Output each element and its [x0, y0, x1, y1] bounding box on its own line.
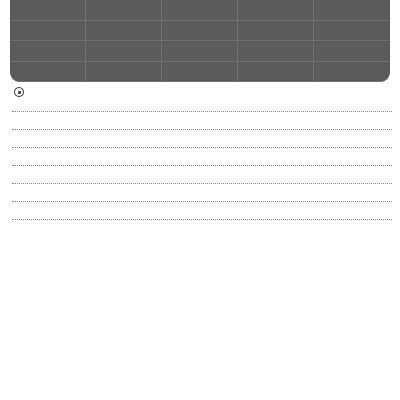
- grid-cell: [238, 41, 314, 62]
- grid-cell: [314, 62, 390, 83]
- grid-cell: [162, 62, 238, 83]
- grid-cell: [162, 0, 238, 21]
- list-item: [12, 116, 392, 134]
- grid-cell: [162, 41, 238, 62]
- grid-cell: [314, 41, 390, 62]
- grid-cell: [238, 62, 314, 83]
- list-item: [12, 152, 392, 170]
- list-item: [12, 188, 392, 206]
- term-row: [12, 116, 392, 130]
- grid-cell: [314, 21, 390, 42]
- list-item: [12, 170, 392, 188]
- list-item: [12, 98, 392, 116]
- grid-cell: [238, 21, 314, 42]
- list-item: [12, 206, 392, 221]
- grid-cell: [238, 0, 314, 21]
- grid-cell: [10, 21, 86, 42]
- entry-list: [12, 98, 392, 221]
- term-row: [12, 170, 392, 184]
- grid-cell: [86, 0, 162, 21]
- grid-cell: [86, 41, 162, 62]
- list-item: [12, 134, 392, 152]
- grid-cell: [10, 41, 86, 62]
- grid-cell: [162, 21, 238, 42]
- term-row: [12, 152, 392, 166]
- bullet-icon: [14, 87, 24, 97]
- term-row: [12, 134, 392, 148]
- grid-cell: [10, 0, 86, 21]
- term-row: [12, 206, 392, 220]
- term-row: [12, 188, 392, 202]
- section-header: [14, 87, 32, 97]
- grid-cell: [314, 0, 390, 21]
- vocabulary-grid: [10, 0, 390, 82]
- grid-cell: [86, 62, 162, 83]
- term-row: [12, 98, 392, 112]
- grid-cell: [86, 21, 162, 42]
- grid-cell: [10, 62, 86, 83]
